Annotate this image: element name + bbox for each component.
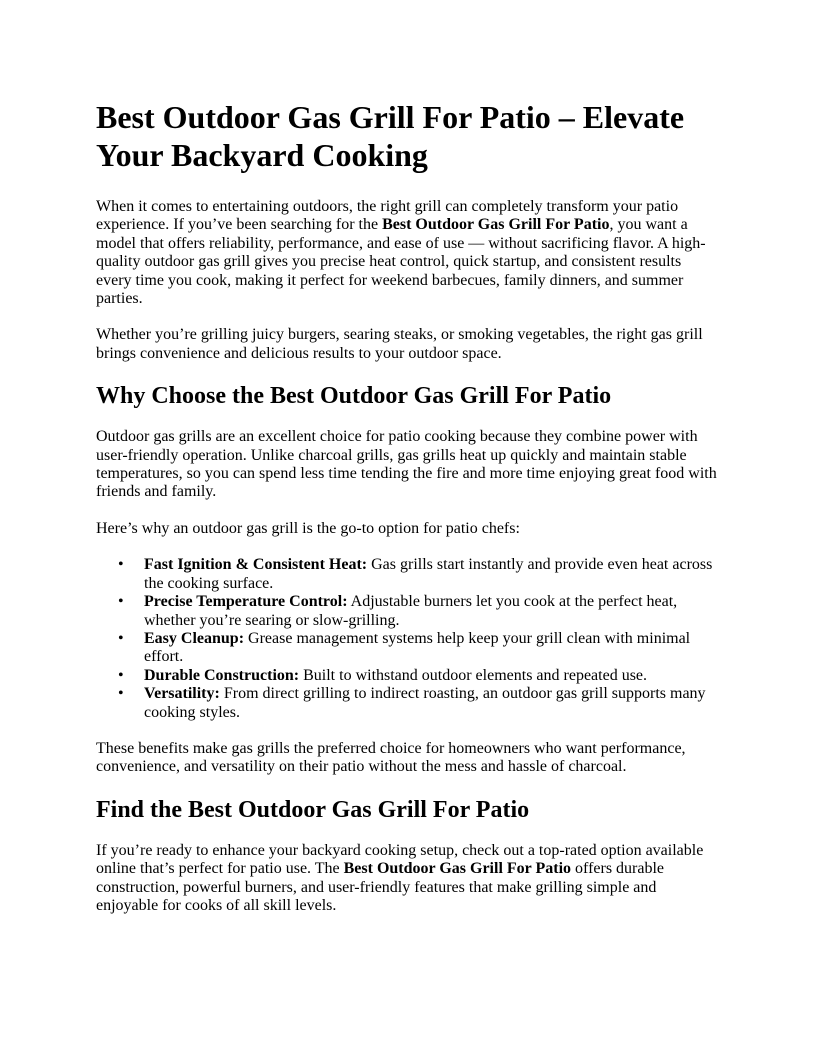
list-item <box>118 629 720 667</box>
list-item <box>118 685 720 722</box>
find-bold-keyword: Best Outdoor Gas Grill For Patio <box>343 860 572 878</box>
why-paragraph-2: Here’s why an outdoor gas grill is the go-to option for patio chefs: <box>96 519 520 537</box>
list-item-text: Grease management systems help keep your grill clean with minimal effort. <box>144 629 691 666</box>
section-heading-why: Why Choose the Best Outdoor Gas Grill For Patio <box>96 383 612 410</box>
bullet-icon: • <box>118 685 124 703</box>
page-title: Best Outdoor Gas Grill For Patio – Elevate Your Backyard Cooking <box>96 99 685 173</box>
intro-paragraph-2: Whether you’re grilling juicy burgers, searing steaks, or smoking vegetables, the right gas grill brings convenience and delicious results to your outdoor space. <box>96 326 703 362</box>
list-item-label: Durable Construction: <box>144 666 300 684</box>
list-item <box>118 593 720 630</box>
bullet-icon: • <box>118 666 124 684</box>
intro-paragraph-1 <box>96 198 720 308</box>
list-item-text: From direct grilling to indirect roasting, an outdoor gas grill supports many cooking styles. <box>144 685 706 721</box>
intro-text-b: , you want a model that offers reliability, performance, and ease of use — without sacrificing flavor. A high-quality outdoor gas grill gives you precise heat control, quick startup, and consistent results every time you cook, making it perfect for weekend barbecues, family dinners, and summer parties. <box>96 216 706 308</box>
why-paragraph-1: Outdoor gas grills are an excellent choice for patio cooking because they combine power with user-friendly operation. Unlike charcoal grills, gas grills heat up quickly and maintain stable temperatures, so you can spend less time tending the fire and more time enjoying great food with friends and family. <box>96 428 717 501</box>
list-item <box>118 666 720 685</box>
bullet-icon: • <box>118 629 124 647</box>
list-item-text: Adjustable burners let you cook at the perfect heat, whether you’re searing or slow-grilling. <box>144 593 678 629</box>
benefits-list <box>96 556 720 722</box>
list-item-label: Precise Temperature Control: <box>144 593 348 611</box>
intro-text-a: When it comes to entertaining outdoors, the right grill can completely transform your patio experience. If you’ve been searching for the <box>96 198 679 234</box>
list-item <box>118 556 720 593</box>
section-heading-find: Find the Best Outdoor Gas Grill For Patio <box>96 796 530 823</box>
find-text-b: offers durable construction, powerful burners, and user-friendly features that make grilling simple and enjoyable for cooks of all skill levels. <box>96 860 665 914</box>
why-paragraph-3: These benefits make gas grills the preferred choice for homeowners who want performance, convenience, and versatility on their patio without the mess and hassle of charcoal. <box>96 739 686 776</box>
list-item-label: Easy Cleanup: <box>144 629 245 647</box>
intro-bold-keyword: Best Outdoor Gas Grill For Patio <box>382 216 610 234</box>
list-item-text: Built to withstand outdoor elements and repeated use. <box>299 666 648 684</box>
list-item-text: Gas grills start instantly and provide even heat across the cooking surface. <box>144 556 713 592</box>
find-paragraph-1 <box>96 842 720 916</box>
document-page <box>96 96 720 933</box>
bullet-icon: • <box>118 556 124 574</box>
list-item-label: Fast Ignition & Consistent Heat: <box>144 556 368 574</box>
bullet-icon: • <box>118 593 124 611</box>
list-item-label: Versatility: <box>144 685 220 703</box>
find-text-a: If you’re ready to enhance your backyard cooking setup, check out a top-rated option available online that’s perfect for patio use. The <box>96 841 704 878</box>
